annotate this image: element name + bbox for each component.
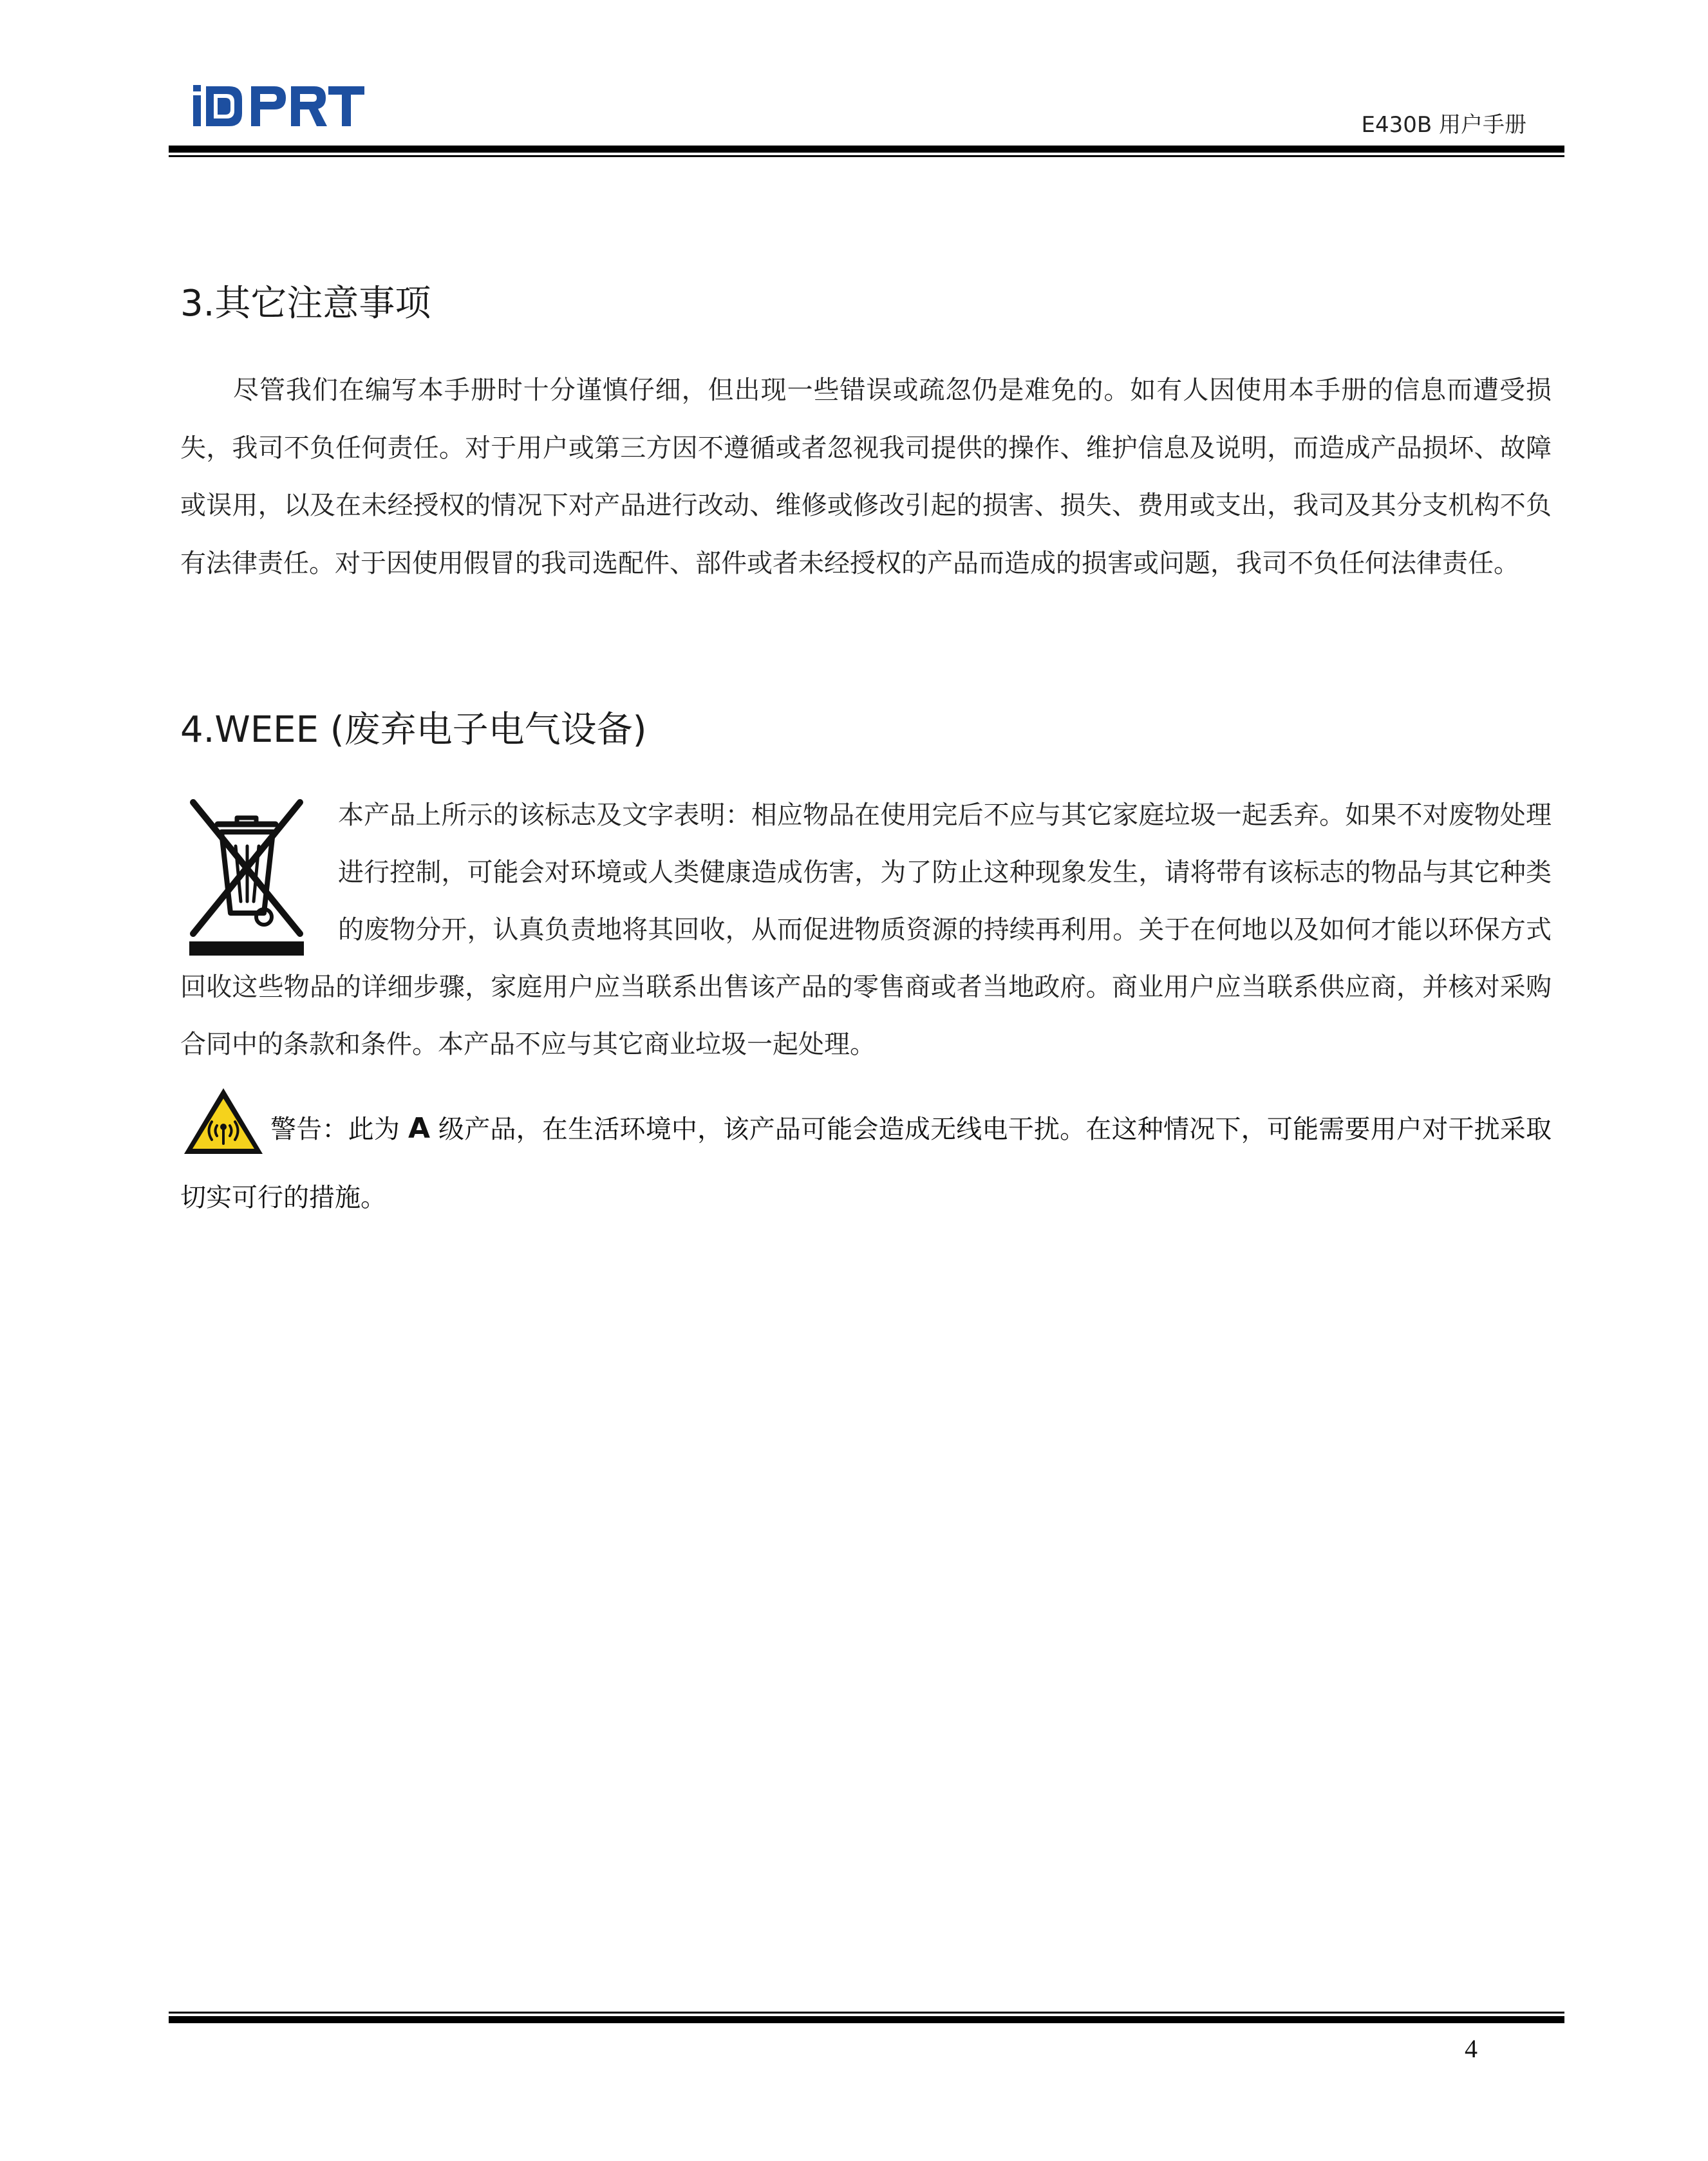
footer-rule: [169, 2016, 1564, 2023]
section-4-body-text: 本产品上所示的该标志及文字表明：相应物品在使用完后不应与其它家庭垃圾一起丢弃。如果不对废物处理进行控制，可能会对环境或人类健康造成伤害，为了防止这种现象发生，请将带有该标志的物品与其它种类的废物分开，认真负责地将其回收，从而促进物质资源的持续再利用。关于在何地以及如何才能以环保方式回收这些物品的详细步骤，家庭用户应当联系出售该产品的零售商或者当地政府。商业用户应当联系供应商，并核对采购合同中的条款和条件。本产品不应与其它商业垃圾一起处理。: [180, 800, 1552, 1059]
section-4-heading: 4.WEEE (废弃电子电气设备): [180, 709, 647, 751]
footer-rule-thin: [169, 2012, 1564, 2014]
header-rule: [169, 146, 1564, 153]
section-4-body: [180, 787, 1552, 1073]
section-3-heading: 3.其它注意事项: [180, 283, 431, 325]
warning-class-letter: A: [408, 1112, 431, 1145]
idprt-logo: [192, 84, 366, 129]
page-number: 4: [1465, 2034, 1478, 2063]
document-reference: E430B 用户手册: [1361, 112, 1526, 138]
header-rule-thin: [169, 155, 1564, 157]
section-3-body: 尽管我们在编写本手册时十分谨慎仔细，但出现一些错误或疏忽仍是难免的。如有人因使用本手册的信息而遭受损失，我司不负任何责任。对于用户或第三方因不遵循或者忽视我司提供的操作、维护信息及说明，而造成产品损坏、故障或误用，以及在未经授权的情况下对产品进行改动、维修或修改引起的损害、损失、费用或支出，我司及其分支机构不负有法律责任。对于因使用假冒的我司选配件、部件或者未经授权的产品而造成的损害或问题，我司不负任何法律责任。: [180, 375, 1552, 578]
warning-prefix: 警告：此为: [270, 1115, 409, 1144]
icon-spacer: [180, 787, 338, 959]
warning-text: [180, 1095, 1552, 1232]
warning-body: 级产品，在生活环境中，该产品可能会造成无线电干扰。在这种情况下，可能需要用户对干扰采取切实可行的措施。: [180, 1115, 1552, 1213]
warning-icon-spacer: [180, 1095, 270, 1159]
